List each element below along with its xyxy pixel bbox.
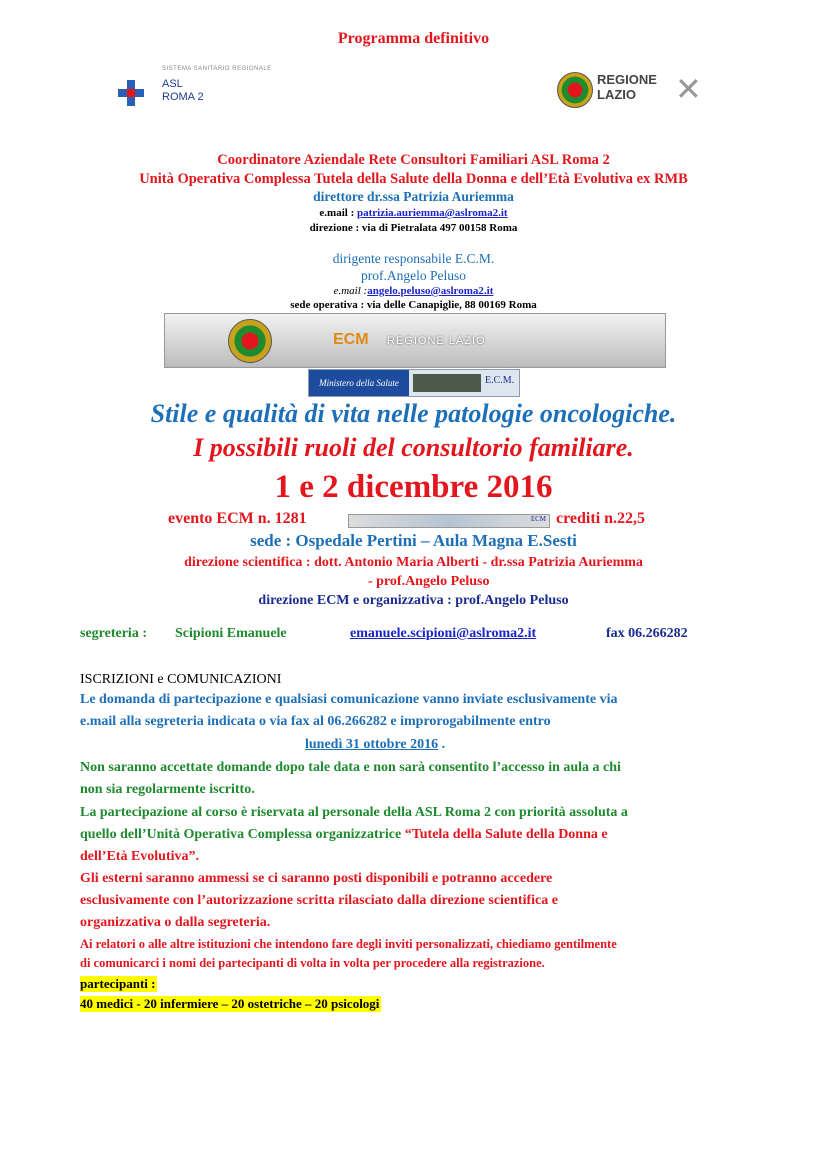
iscrizioni-p3-line1: La partecipazione al corso è riservata al personale della ASL Roma 2 con priorità assoluta a xyxy=(80,805,628,820)
iscrizioni-p3-line2a: quello dell’Unità Operativa Complessa organizzatrice xyxy=(80,827,405,842)
lazio-logo-line2: LAZIO xyxy=(597,87,636,102)
ecm-banner-label: ECM xyxy=(333,331,369,348)
evento-number: evento ECM n. 1281 xyxy=(168,510,307,527)
lazio-emblem-icon xyxy=(228,319,272,363)
ministero-salute-banner xyxy=(308,369,520,397)
iscrizioni-p2-line2: non sia regolarmente iscritto. xyxy=(80,782,255,797)
ecm-manager-name: prof.Angelo Peluso xyxy=(361,268,466,283)
event-title-line1: Stile e qualità di vita nelle patologie oncologiche. xyxy=(150,399,677,428)
lazio-x-icon: ✕ xyxy=(675,70,702,108)
header-line2: Unità Operativa Complessa Tutela della Salute della Donna e dell’Età Evolutiva ex RMB xyxy=(139,171,688,187)
lazio-logo-text xyxy=(597,72,657,102)
iscrizioni-p5-line2: di comunicarci i nomi dei partecipanti di volta in volta per procedere alla registrazione. xyxy=(80,956,545,970)
iscrizioni-p1-line1: Le domanda di partecipazione e qualsiasi comunicazione vanno inviate esclusivamente via xyxy=(80,692,618,707)
lazio-logo-line1: REGIONE xyxy=(597,72,657,87)
iscrizioni-p3-line2b: “Tutela della Salute della Donna e xyxy=(404,827,608,842)
direzione-ecm: direzione ECM e organizzativa : prof.Angelo Peluso xyxy=(258,593,569,608)
segreteria-name: Scipioni Emanuele xyxy=(175,626,287,641)
ecm-small-label: E.C.M. xyxy=(485,375,515,386)
email-label: e.mail : xyxy=(319,207,355,219)
deadline-date: lunedì 31 ottobre 2016 xyxy=(305,737,439,752)
header-director: direttore dr.ssa Patrizia Auriemma xyxy=(313,189,514,204)
ministero-label: Ministero della Salute xyxy=(309,370,409,396)
segreteria-fax: fax 06.266282 xyxy=(606,626,688,641)
ecm-manager-role: dirigente responsabile E.C.M. xyxy=(332,251,495,266)
header-email-line xyxy=(0,207,827,219)
partecipanti-list: 40 medici - 20 infermiere – 20 ostetriche – 20 psicologi xyxy=(80,996,380,1011)
event-sede: sede : Ospedale Pertini – Aula Magna E.Sesti xyxy=(250,531,577,550)
director-email-link[interactable]: patrizia.auriemma@aslroma2.it xyxy=(357,207,508,219)
ecm-regione-lazio-banner xyxy=(164,313,666,368)
ecm-email-link[interactable]: angelo.peluso@aslroma2.it xyxy=(367,285,494,297)
iscrizioni-p2-line1: Non saranno accettate domande dopo tale data e non sarà consentito l’accesso in aula a chi xyxy=(80,760,621,775)
iscrizioni-p3-line3: dell’Età Evolutiva”. xyxy=(80,849,200,864)
asl-roma2-logo xyxy=(118,66,278,110)
document-title: Programma definitivo xyxy=(337,30,490,47)
people-icon xyxy=(413,374,481,392)
segreteria-email-link[interactable]: emanuele.scipioni@aslroma2.it xyxy=(350,626,537,641)
deadline-dot: . xyxy=(438,737,446,752)
mini-ecm-banner xyxy=(348,514,550,528)
iscrizioni-p4-line3: organizzativa o dalla segreteria. xyxy=(80,915,271,930)
iscrizioni-heading: ISCRIZIONI e COMUNICAZIONI xyxy=(80,672,282,687)
ecm-email-line xyxy=(0,285,827,297)
segreteria-label: segreteria : xyxy=(80,626,147,641)
iscrizioni-p4-line1: Gli esterni saranno ammessi se ci saranno posti disponibili e potranno accedere xyxy=(80,871,553,886)
event-title-line2: I possibili ruoli del consultorio familiare. xyxy=(193,433,634,462)
iscrizioni-p1-line2: e.mail alla segreteria indicata o via fax al 06.266282 e improrogabilmente entro xyxy=(80,714,551,729)
ecm-banner-sub: REGIONE LAZIO xyxy=(387,335,486,347)
sede-operativa: sede operativa : via delle Canapiglie, 88 00169 Roma xyxy=(290,299,537,311)
header-address: direzione : via di Pietralata 497 00158 Roma xyxy=(309,222,518,234)
regione-lazio-logo xyxy=(557,70,707,110)
crediti: crediti n.22,5 xyxy=(556,510,646,527)
iscrizioni-p3-line2 xyxy=(80,827,608,843)
ecm-email-label: e.mail : xyxy=(333,285,368,297)
asl-logo-line1: ASL xyxy=(162,78,183,90)
iscrizioni-p5-line1: Ai relatori o alle altre istituzioni che intendono fare degli inviti personalizzati, chiediamo gentilmente xyxy=(80,937,617,951)
asl-logo-name xyxy=(162,78,204,104)
lazio-emblem-icon xyxy=(557,72,593,108)
iscrizioni-deadline-line xyxy=(305,737,445,753)
iscrizioni-p4-line2: esclusivamente con l’autorizzazione scritta rilasciato dalla direzione scientifica e xyxy=(80,893,558,908)
asl-logo-line2: ROMA 2 xyxy=(162,91,204,103)
asl-logo-subtitle: SISTEMA SANITARIO REGIONALE xyxy=(162,66,272,72)
mini-ecm-label: ECM xyxy=(530,515,546,523)
header-line1: Coordinatore Aziendale Rete Consultori Familiari ASL Roma 2 xyxy=(217,152,610,168)
direzione-scientifica-2: - prof.Angelo Peluso xyxy=(368,574,490,589)
event-date: 1 e 2 dicembre 2016 xyxy=(274,469,553,505)
partecipanti-label: partecipanti : xyxy=(80,976,156,991)
cross-icon xyxy=(118,80,144,106)
direzione-scientifica: direzione scientifica : dott. Antonio Maria Alberti - dr.ssa Patrizia Auriemma xyxy=(184,555,643,570)
